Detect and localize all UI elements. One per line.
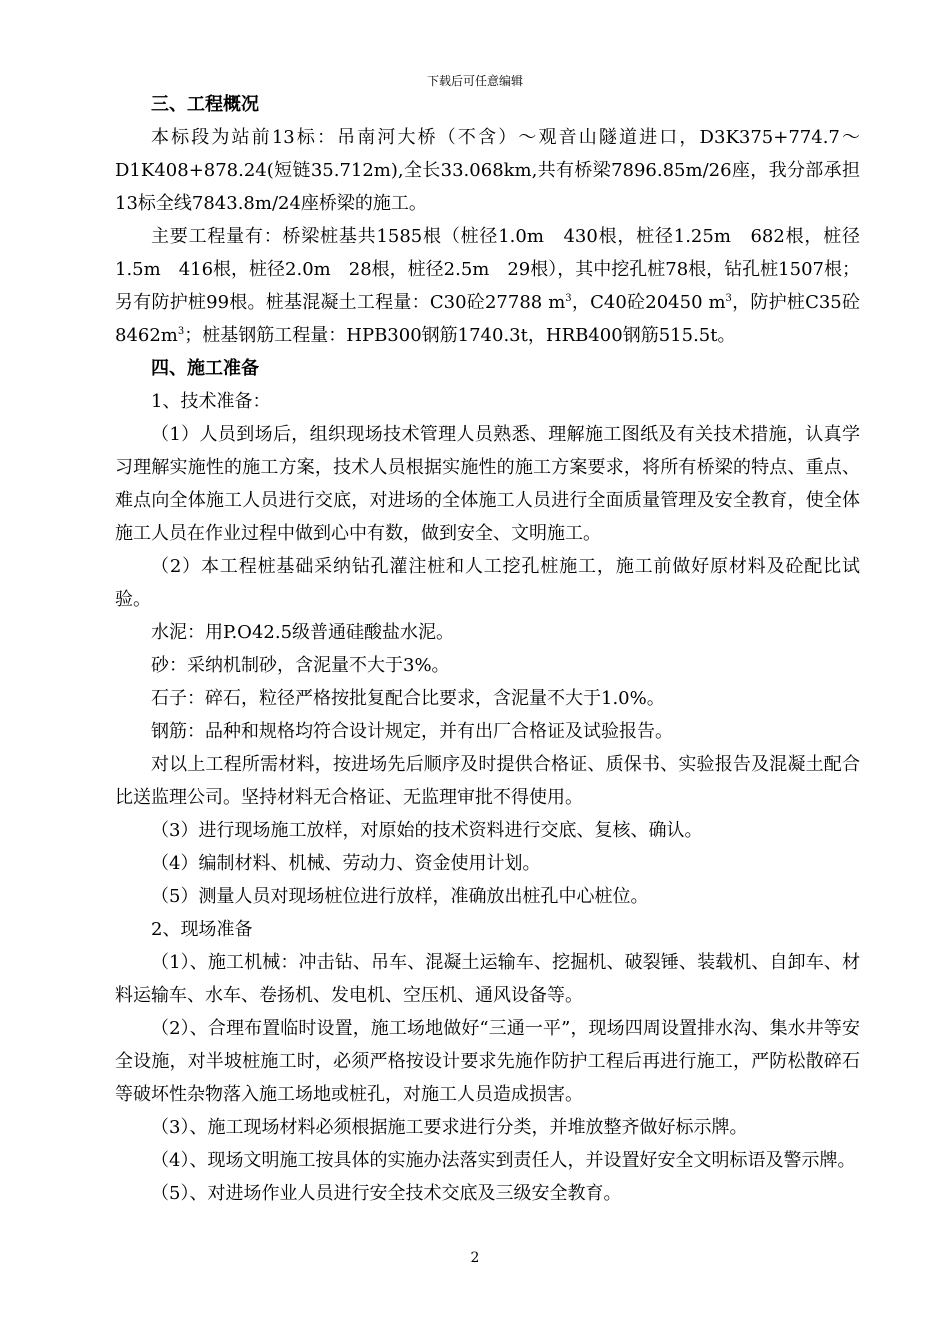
quantities-text-3: ，防护桩C35砼8462m — [115, 292, 860, 346]
paragraph-project-scope: 本标段为站前13标：吊南河大桥（不含）～观音山隧道进口，D3K375+774.7～D1K408+878.24(短链35.712m),全长33.068km,共有桥梁7896.85m/26座，我分部承担13标全线7843.8m/24座桥梁的施工。 — [115, 127, 860, 214]
quantities-text-2: ，C40砼20450 m — [571, 292, 726, 313]
section-heading-preparation: 四、施工准备 — [151, 358, 259, 379]
subheading-technical: 1、技术准备： — [151, 391, 271, 412]
paragraph-tech-1: （1）人员到场后，组织现场技术管理人员熟悉、理解施工图纸及有关技术措施，认真学习理解实施性的施工方案，技术人员根据实施性的施工方案要求，将所有桥梁的特点、重点、难点向全体施工人员进行交底，对进场的全体施工人员进行全面质量管理及安全教育，使全体施工人员在作业过程中做到心中有数，做到安全、文明施工。 — [115, 424, 860, 544]
quantities-text-1: 主要工程量有：桥梁桩基共1585根（桩径1.0m 430根，桩径1.25m 682根，桩径1.5m 416根，桩径2.0m 28根，桩径2.5m 29根），其中挖孔桩78根，钻孔桩1507根；另有防护桩99根。桩基混凝土工程量：C30砼27788 m — [115, 226, 860, 313]
paragraph-site-2: （2）、合理布置临时设置，施工场地做好“三通一平”，现场四周设置排水沟、集水井等安全设施，对半坡桩施工时，必须严格按设计要求先施作防护工程后再进行施工，严防松散碎石等破坏性杂物落入施工场地或桩孔，对施工人员造成损害。 — [115, 1018, 860, 1105]
subheading-site: 2、现场准备 — [151, 919, 253, 940]
paragraph-stone: 石子：碎石，粒径严格按批复配合比要求，含泥量不大于1.0%。 — [151, 688, 665, 709]
paragraph-steel: 钢筋：品种和规格均符合设计规定，并有出厂合格证及试验报告。 — [151, 721, 673, 742]
document-body — [115, 88, 860, 1210]
paragraph-tech-5: （5）测量人员对现场桩位进行放样，准确放出桩孔中心桩位。 — [151, 886, 649, 907]
paragraph-site-4: （4）、现场文明施工按具体的实施办法落实到责任人，并设置好安全文明标语及警示牌。 — [151, 1150, 856, 1171]
paragraph-quantities — [115, 220, 860, 352]
paragraph-site-1: （1）、施工机械：冲击钻、吊车、混凝土运输车、挖掘机、破裂锤、装载机、自卸车、材料运输车、水车、卷扬机、发电机、空压机、通风设备等。 — [115, 952, 860, 1006]
page-header: 下载后可任意编辑 — [426, 74, 523, 88]
page-number: 2 — [470, 1250, 480, 1266]
paragraph-site-5: （5）、对进场作业人员进行安全技术交底及三级安全教育。 — [151, 1183, 622, 1204]
superscript-3: 3 — [177, 326, 185, 337]
paragraph-tech-3: （3）进行现场施工放样，对原始的技术资料进行交底、复核、确认。 — [151, 820, 703, 841]
paragraph-materials: 对以上工程所需材料，按进场先后顺序及时提供合格证、质保书、实验报告及混凝土配合比送监理公司。坚持材料无合格证、无监理审批不得使用。 — [115, 754, 860, 808]
superscript-1: 3 — [565, 293, 572, 304]
paragraph-tech-2: （2）本工程桩基础采纳钻孔灌注桩和人工挖孔桩施工，施工前做好原材料及砼配比试验。 — [115, 556, 860, 610]
paragraph-tech-4: （4）编制材料、机械、劳动力、资金使用计划。 — [151, 853, 541, 874]
superscript-2: 3 — [725, 293, 732, 304]
quantities-text-4: ；桩基钢筋工程量：HPB300钢筋1740.3t，HRB400钢筋515.5t。 — [184, 325, 736, 346]
section-heading-overview: 三、工程概况 — [151, 94, 259, 115]
paragraph-sand: 砂：采纳机制砂，含泥量不大于3%。 — [151, 655, 450, 676]
paragraph-cement: 水泥：用P.O42.5级普通硅酸盐水泥。 — [151, 622, 455, 643]
paragraph-site-3: （3）、施工现场材料必须根据施工要求进行分类，并堆放整齐做好标示牌。 — [151, 1117, 748, 1138]
